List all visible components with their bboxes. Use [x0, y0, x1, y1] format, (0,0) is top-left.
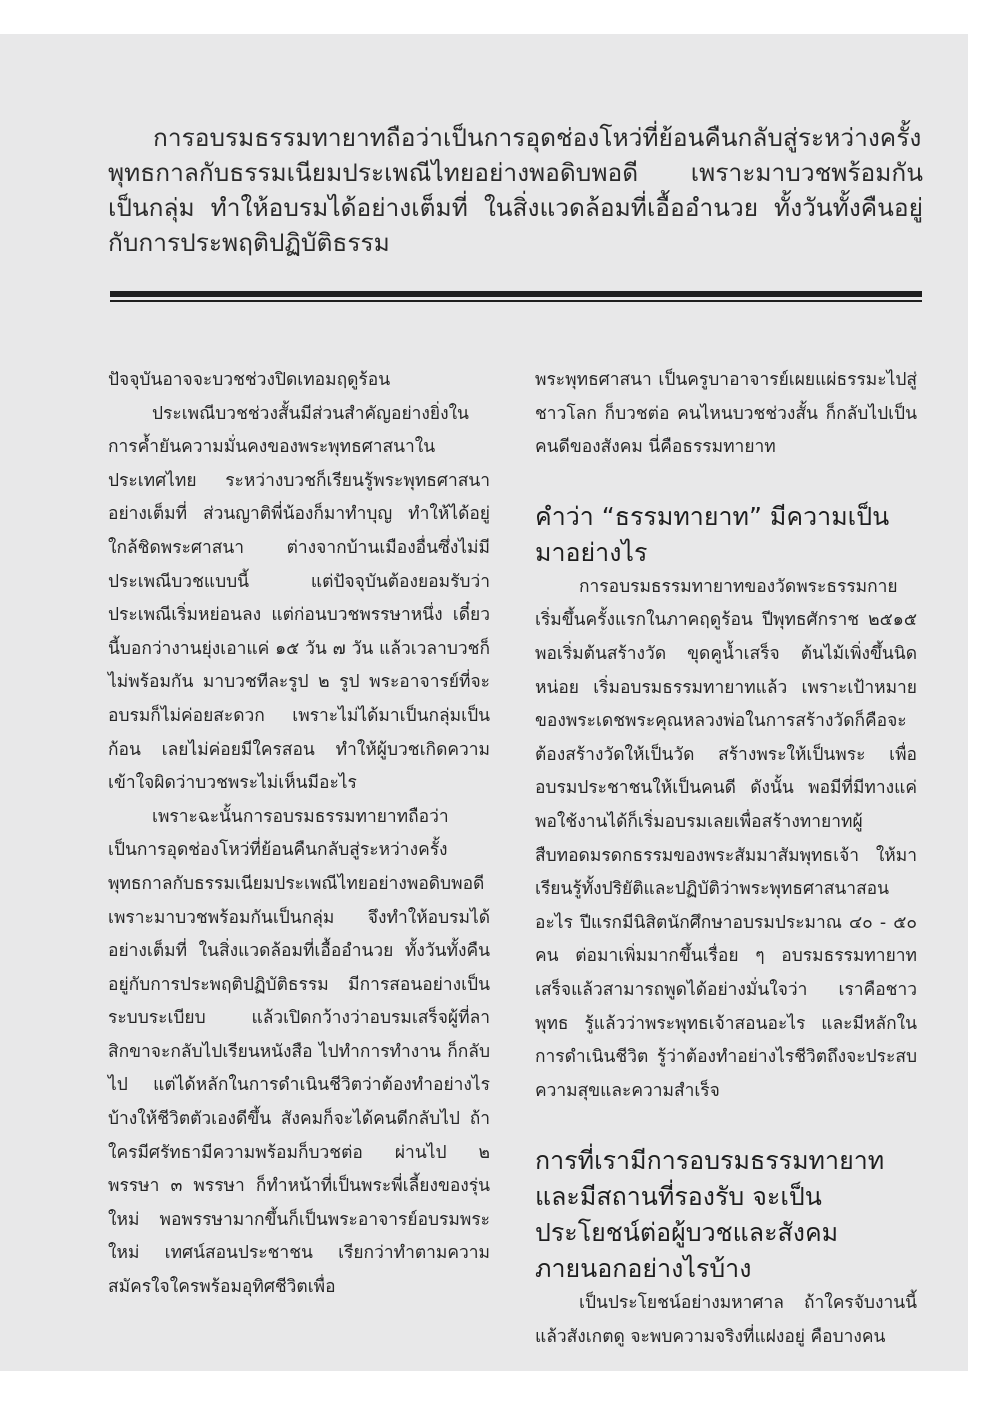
- section-heading-2: การที่เรามีการอบรมธรรมทายาทและมีสถานที่รองรับ จะเป็นประโยชน์ต่อผู้บวชและสังคมภายนอกอย่างไรบ้าง: [535, 1146, 885, 1284]
- right-paragraph-3: เป็นประโยชน์อย่างมหาศาล ถ้าใครจับงานนี้แล้วสังเกตดู จะพบความจริงที่แฝงอยู่ คือบางคน: [535, 1293, 917, 1347]
- divider-thin: [110, 300, 922, 302]
- right-paragraph-1: พระพุทธศาสนา เป็นครูบาอาจารย์เผยแผ่ธรรมะไปสู่ชาวโลก ก็บวชต่อ คนไหนบวชช่วงสั้น ก็กลับไปเป็นคนดีของสังคม นี่คือธรรมทายาท: [535, 370, 917, 458]
- left-paragraph-1: ปัจจุบันอาจจะบวชช่วงปิดเทอมฤดูร้อน: [108, 370, 391, 390]
- lead-paragraph: การอบรมธรรมทายาทถือว่าเป็นการอุดช่องโหว่ที่ย้อนคืนกลับสู่ระหว่างครั้งพุทธกาลกับธรรมเนียมประเพณีไทยอย่างพอดิบพอดี เพราะมาบวชพร้อมกันเป็นกลุ่ม ทำให้อบรมได้อย่างเต็มที่ ในสิ่งแวดล้อมที่เอื้ออำนวย ทั้งวันทั้งคืนอยู่กับการประพฤติปฏิบัติธรรม: [108, 123, 923, 257]
- divider-thick: [110, 291, 922, 297]
- section-heading-1: คำว่า “ธรรมทายาท” มีความเป็นมาอย่างไร: [535, 501, 890, 567]
- left-paragraph-2: ประเพณีบวชช่วงสั้นมีส่วนสำคัญอย่างยิ่งในการค้ำยันความมั่นคงของพระพุทธศาสนาในประเทศไทย ระหว่างบวชก็เรียนรู้พระพุทธศาสนาอย่างเต็มที่ ส่วนญาติพี่น้องก็มาทำบุญ ทำให้ได้อยู่ใกล้ชิดพระศาสนา ต่างจากบ้านเมืองอื่นซึ่งไม่มีประเพณีบวชแบบนี้ แต่ปัจจุบันต้องยอมรับว่าประเพณีเริ่มหย่อนลง แต่ก่อนบวชพรรษาหนึ่ง เดี๋ยวนี้บอกว่างานยุ่งเอาแค่ ๑๕ วัน ๗ วัน แล้วเวลาบวชก็ไม่พร้อมกัน มาบวชทีละรูป ๒ รูป พระอาจารย์ที่จะอบรมก็ไม่ค่อยสะดวก เพราะไม่ได้มาเป็นกลุ่มเป็นก้อน เลยไม่ค่อยมีใครสอน ทำให้ผู้บวชเกิดความเข้าใจผิดว่าบวชพระไม่เห็นมีอะไร: [108, 403, 490, 794]
- left-paragraph-3: เพราะฉะนั้นการอบรมธรรมทายาทถือว่าเป็นการอุดช่องโหว่ที่ย้อนคืนกลับสู่ระหว่างครั้งพุทธกาลกับธรรมเนียมประเพณีไทยอย่างพอดิบพอดี เพราะมาบวชพร้อมกันเป็นกลุ่ม จึงทำให้อบรมได้อย่างเต็มที่ ในสิ่งแวดล้อมที่เอื้ออำนวย ทั้งวันทั้งคืนอยู่กับการประพฤติปฏิบัติธรรม มีการสอนอย่างเป็นระบบระเบียบ แล้วเปิดกว้างว่าอบรมเสร็จผู้ที่ลาสิกขาจะกลับไปเรียนหนังสือ ไปทำการทำงาน ก็กลับไป แต่ได้หลักในการดำเนินชีวิตว่าต้องทำอย่างไรบ้างให้ชีวิตตัวเองดีขึ้น สังคมก็จะได้คนดีกลับไป ถ้าใครมีศรัทธามีความพร้อมก็บวชต่อ ผ่านไป ๒ พรรษา ๓ พรรษา ก็ทำหน้าที่เป็นพระพี่เลี้ยงของรุ่นใหม่ พอพรรษามากขึ้นก็เป็นพระอาจารย์อบรมพระใหม่ เทศน์สอนประชาชน เรียกว่าทำตามความสมัครใจใครพร้อมอุทิศชีวิตเพื่อ: [108, 806, 490, 1298]
- right-column: [535, 364, 917, 1354]
- left-column: [108, 364, 490, 1305]
- right-paragraph-2: การอบรมธรรมทายาทของวัดพระธรรมกายเริ่มขึ้นครั้งแรกในภาคฤดูร้อน ปีพุทธศักราช ๒๕๑๕ พอเริ่มต้นสร้างวัด ขุดคูน้ำเสร็จ ต้นไม้เพิ่งขึ้นนิดหน่อย เริ่มอบรมธรรมทายาทแล้ว เพราะเป้าหมายของพระเดชพระคุณหลวงพ่อในการสร้างวัดก็คือจะต้องสร้างวัดให้เป็นวัด สร้างพระให้เป็นพระ เพื่ออบรมประชาชนให้เป็นคนดี ดังนั้น พอมีที่มีทางแค่พอใช้งานได้ก็เริ่มอบรมเลยเพื่อสร้างทายาทผู้สืบทอดมรดกธรรมของพระสัมมาสัมพุทธเจ้า ให้มาเรียนรู้ทั้งปริยัติและปฏิบัติว่าพระพุทธศาสนาสอนอะไร ปีแรกมีนิสิตนักศึกษาอบรมประมาณ ๔๐ - ๕๐ คน ต่อมาเพิ่มมากขึ้นเรื่อย ๆ อบรมธรรมทายาทเสร็จแล้วสามารถพูดได้อย่างมั่นใจว่า เราคือชาวพุทธ รู้แล้วว่าพระพุทธเจ้าสอนอะไร และมีหลักในการดำเนินชีวิต รู้ว่าต้องทำอย่างไรชีวิตถึงจะประสบความสุขและความสำเร็จ: [535, 576, 917, 1101]
